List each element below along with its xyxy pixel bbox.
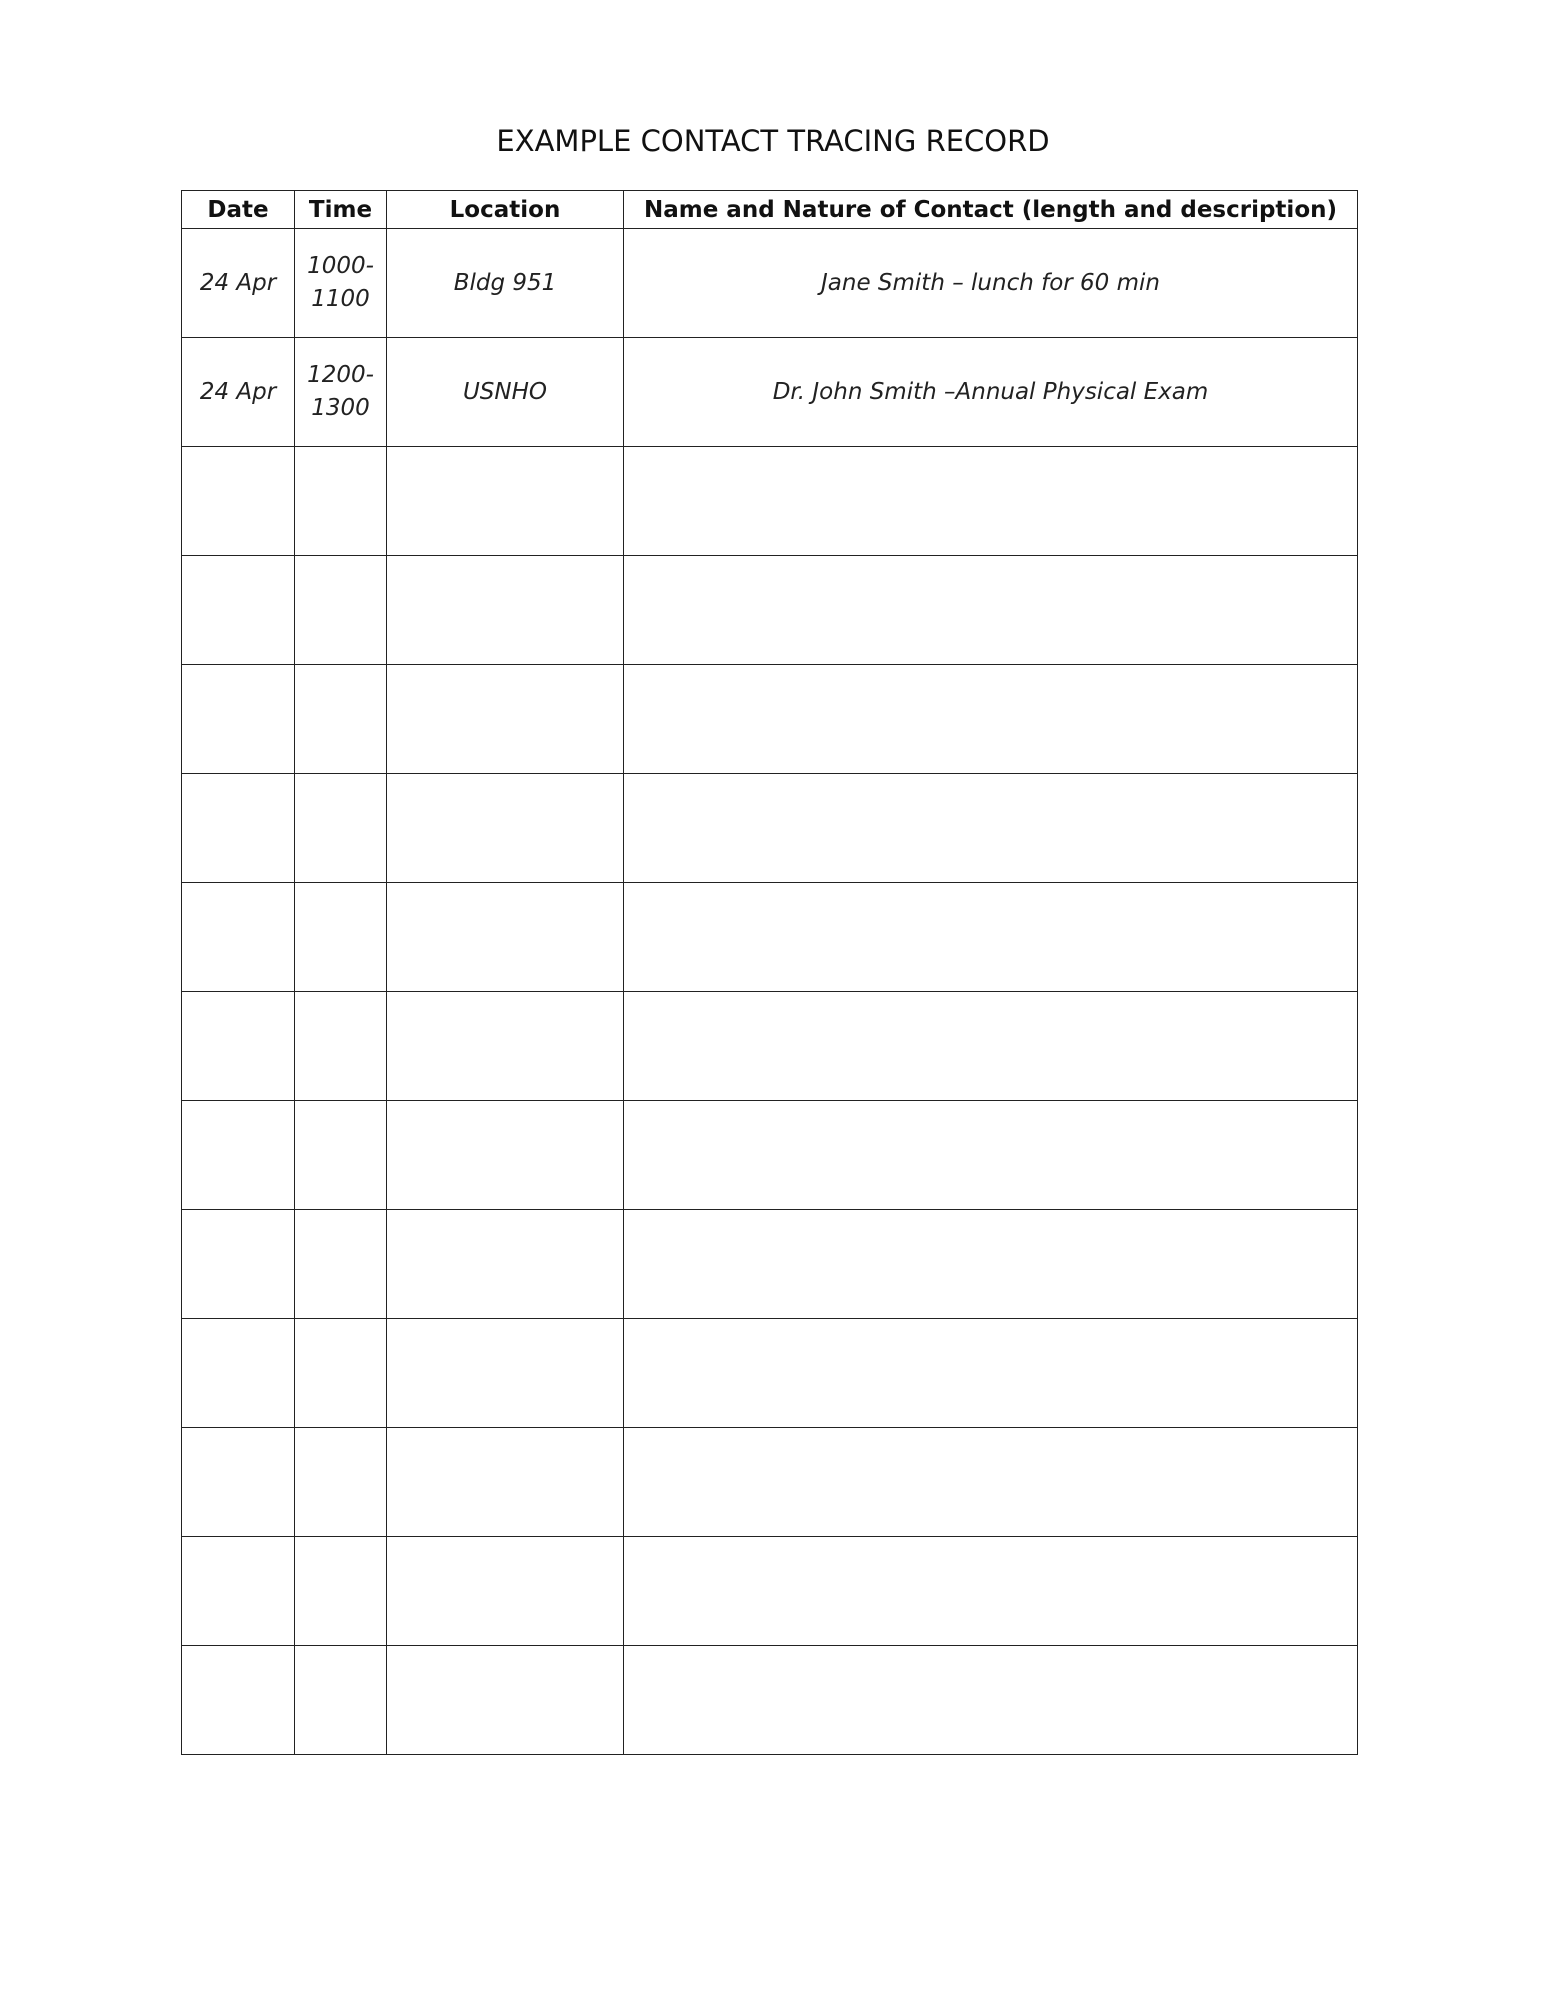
blank-table-row xyxy=(182,992,1358,1101)
cell-location xyxy=(387,883,624,992)
cell-contact xyxy=(624,992,1358,1101)
blank-table-row xyxy=(182,774,1358,883)
cell-location xyxy=(387,1101,624,1210)
cell-time xyxy=(295,992,387,1101)
cell-date xyxy=(182,992,295,1101)
header-contact: Name and Nature of Contact (length and description) xyxy=(624,191,1358,229)
cell-location xyxy=(387,1319,624,1428)
header-date: Date xyxy=(182,191,295,229)
cell-location xyxy=(387,1537,624,1646)
cell-date xyxy=(182,1537,295,1646)
cell-contact xyxy=(624,774,1358,883)
cell-time xyxy=(295,665,387,774)
cell-location xyxy=(387,665,624,774)
blank-table-row xyxy=(182,1319,1358,1428)
cell-contact xyxy=(624,1319,1358,1428)
cell-location: USNHO xyxy=(387,338,624,447)
cell-date xyxy=(182,556,295,665)
time-end: 1300 xyxy=(311,395,370,421)
cell-date xyxy=(182,1101,295,1210)
blank-table-row xyxy=(182,447,1358,556)
cell-time xyxy=(295,1319,387,1428)
cell-time xyxy=(295,1101,387,1210)
cell-date xyxy=(182,883,295,992)
cell-date xyxy=(182,1428,295,1537)
time-start: 1000- xyxy=(307,253,374,279)
cell-contact xyxy=(624,1210,1358,1319)
document-title: EXAMPLE CONTACT TRACING RECORD xyxy=(496,124,1050,158)
blank-table-row xyxy=(182,883,1358,992)
cell-location xyxy=(387,1210,624,1319)
cell-time xyxy=(295,1210,387,1319)
cell-contact xyxy=(624,883,1358,992)
blank-table-row xyxy=(182,1646,1358,1755)
table-row xyxy=(182,338,1358,447)
cell-contact xyxy=(624,1101,1358,1210)
cell-date xyxy=(182,1210,295,1319)
cell-contact xyxy=(624,1537,1358,1646)
cell-time xyxy=(295,1428,387,1537)
cell-location xyxy=(387,1428,624,1537)
blank-table-row xyxy=(182,1210,1358,1319)
cell-date xyxy=(182,665,295,774)
cell-date: 24 Apr xyxy=(182,229,295,338)
cell-date xyxy=(182,447,295,556)
cell-contact: Dr. John Smith –Annual Physical Exam xyxy=(624,338,1358,447)
cell-contact xyxy=(624,556,1358,665)
contact-tracing-table xyxy=(181,190,1358,1755)
blank-table-row xyxy=(182,665,1358,774)
blank-table-row xyxy=(182,1101,1358,1210)
cell-time xyxy=(295,556,387,665)
blank-rows xyxy=(182,447,1358,1755)
cell-location: Bldg 951 xyxy=(387,229,624,338)
blank-table-row xyxy=(182,1537,1358,1646)
cell-date xyxy=(182,1646,295,1755)
header-location: Location xyxy=(387,191,624,229)
cell-contact xyxy=(624,447,1358,556)
cell-time xyxy=(295,338,387,447)
cell-contact xyxy=(624,665,1358,774)
blank-table-row xyxy=(182,1428,1358,1537)
cell-time xyxy=(295,883,387,992)
table-row xyxy=(182,229,1358,338)
cell-time xyxy=(295,774,387,883)
header-row xyxy=(182,191,1358,229)
cell-location xyxy=(387,1646,624,1755)
header-time: Time xyxy=(295,191,387,229)
cell-location xyxy=(387,992,624,1101)
cell-time xyxy=(295,1537,387,1646)
cell-contact: Jane Smith – lunch for 60 min xyxy=(624,229,1358,338)
cell-time xyxy=(295,447,387,556)
time-start: 1200- xyxy=(307,362,374,388)
cell-location xyxy=(387,556,624,665)
cell-contact xyxy=(624,1428,1358,1537)
time-end: 1100 xyxy=(311,286,370,312)
cell-date xyxy=(182,1319,295,1428)
cell-location xyxy=(387,774,624,883)
blank-table-row xyxy=(182,556,1358,665)
cell-time xyxy=(295,229,387,338)
cell-date xyxy=(182,774,295,883)
cell-contact xyxy=(624,1646,1358,1755)
cell-date: 24 Apr xyxy=(182,338,295,447)
cell-time xyxy=(295,1646,387,1755)
cell-location xyxy=(387,447,624,556)
